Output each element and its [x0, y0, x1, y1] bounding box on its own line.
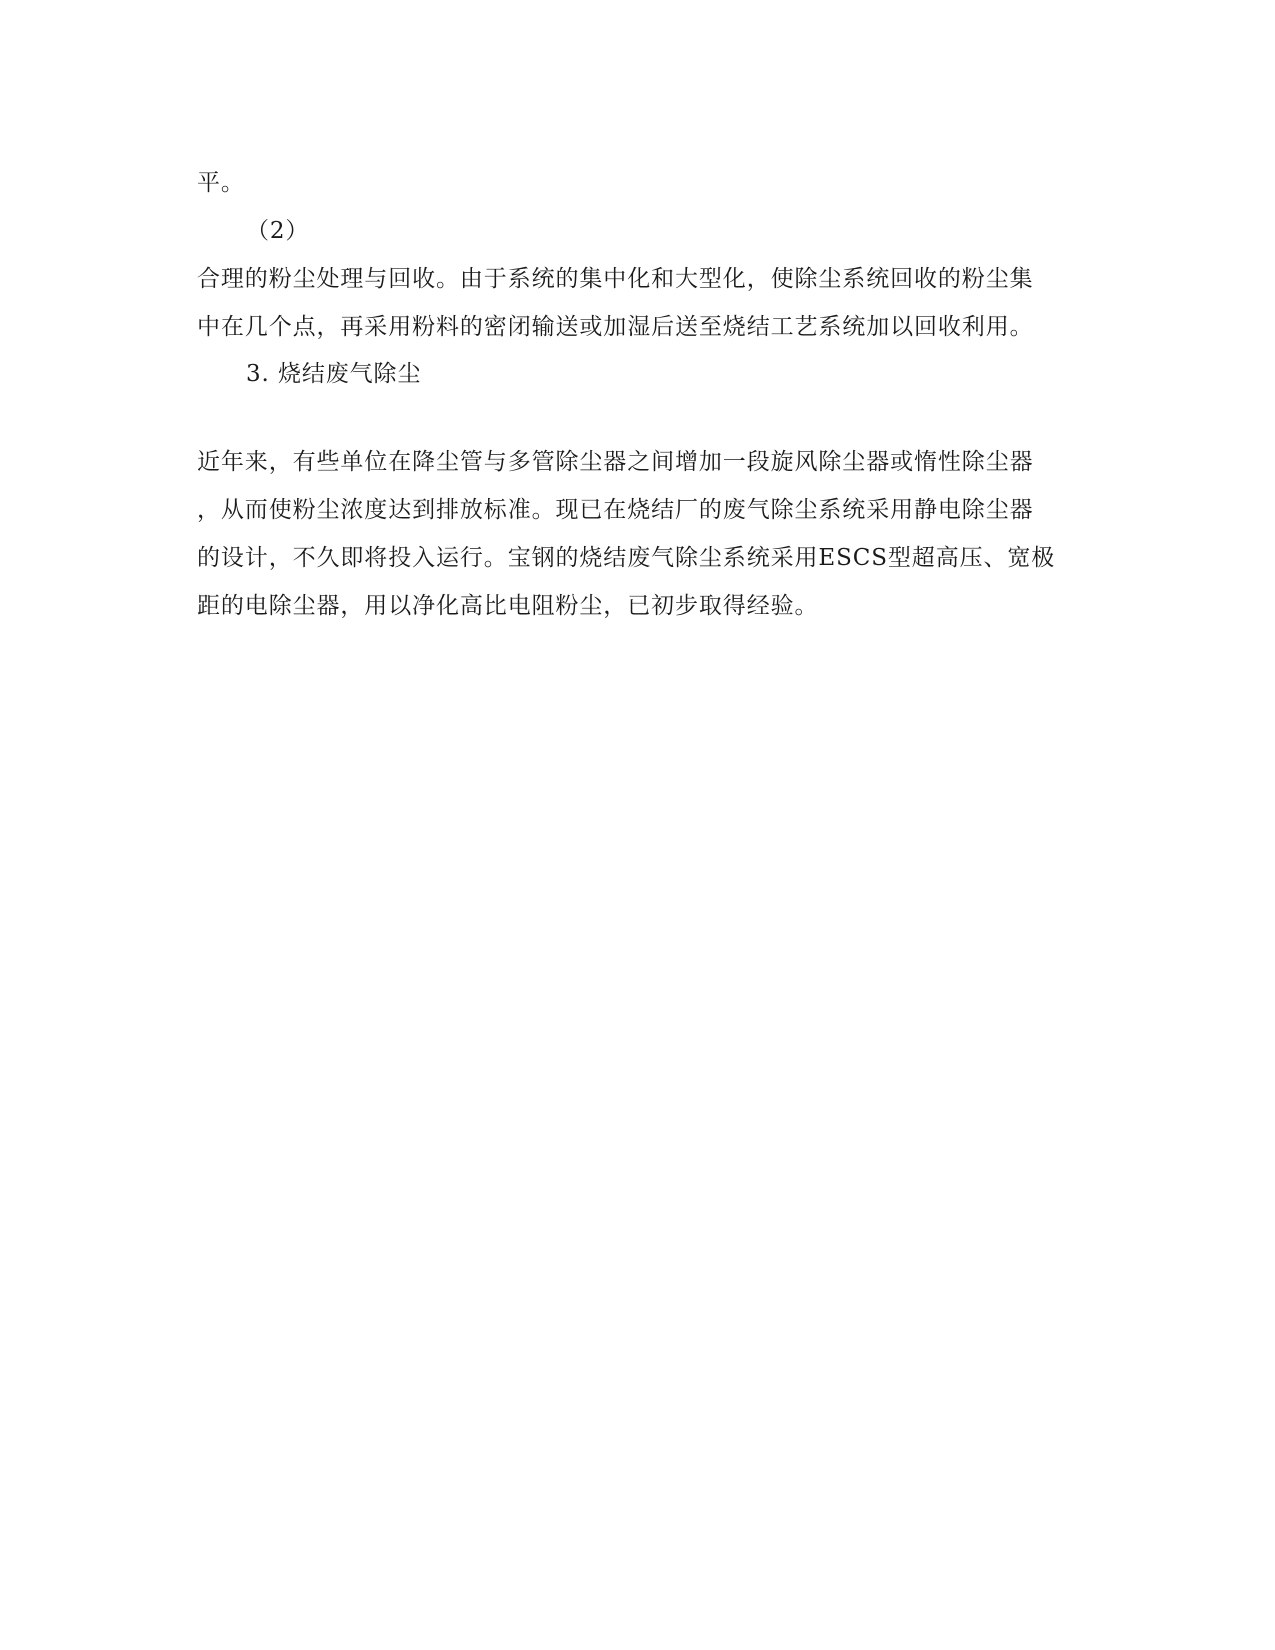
list-marker-2: （2）: [246, 218, 310, 244]
section-heading: 3. 烧结废气除尘: [246, 361, 422, 387]
text-line-3: 合理的粉尘处理与回收。由于系统的集中化和大型化，使除尘系统回收的粉尘集: [197, 266, 1034, 292]
text-line-8: 的设计，不久即将投入运行。宝钢的烧结废气除尘系统采用ESCS型超高压、宽极: [197, 545, 1056, 571]
text-line-1: 平。: [197, 170, 245, 196]
text-line-6: 近年来，有些单位在降尘管与多管除尘器之间增加一段旋风除尘器或惰性除尘器: [197, 449, 1034, 475]
text-line-9: 距的电除尘器，用以净化高比电阻粉尘，已初步取得经验。: [197, 593, 819, 619]
text-line-7: ，从而使粉尘浓度达到排放标准。现已在烧结厂的废气除尘系统采用静电除尘器: [197, 497, 1034, 523]
text-line-4: 中在几个点，再采用粉料的密闭输送或加湿后送至烧结工艺系统加以回收利用。: [197, 314, 1034, 340]
